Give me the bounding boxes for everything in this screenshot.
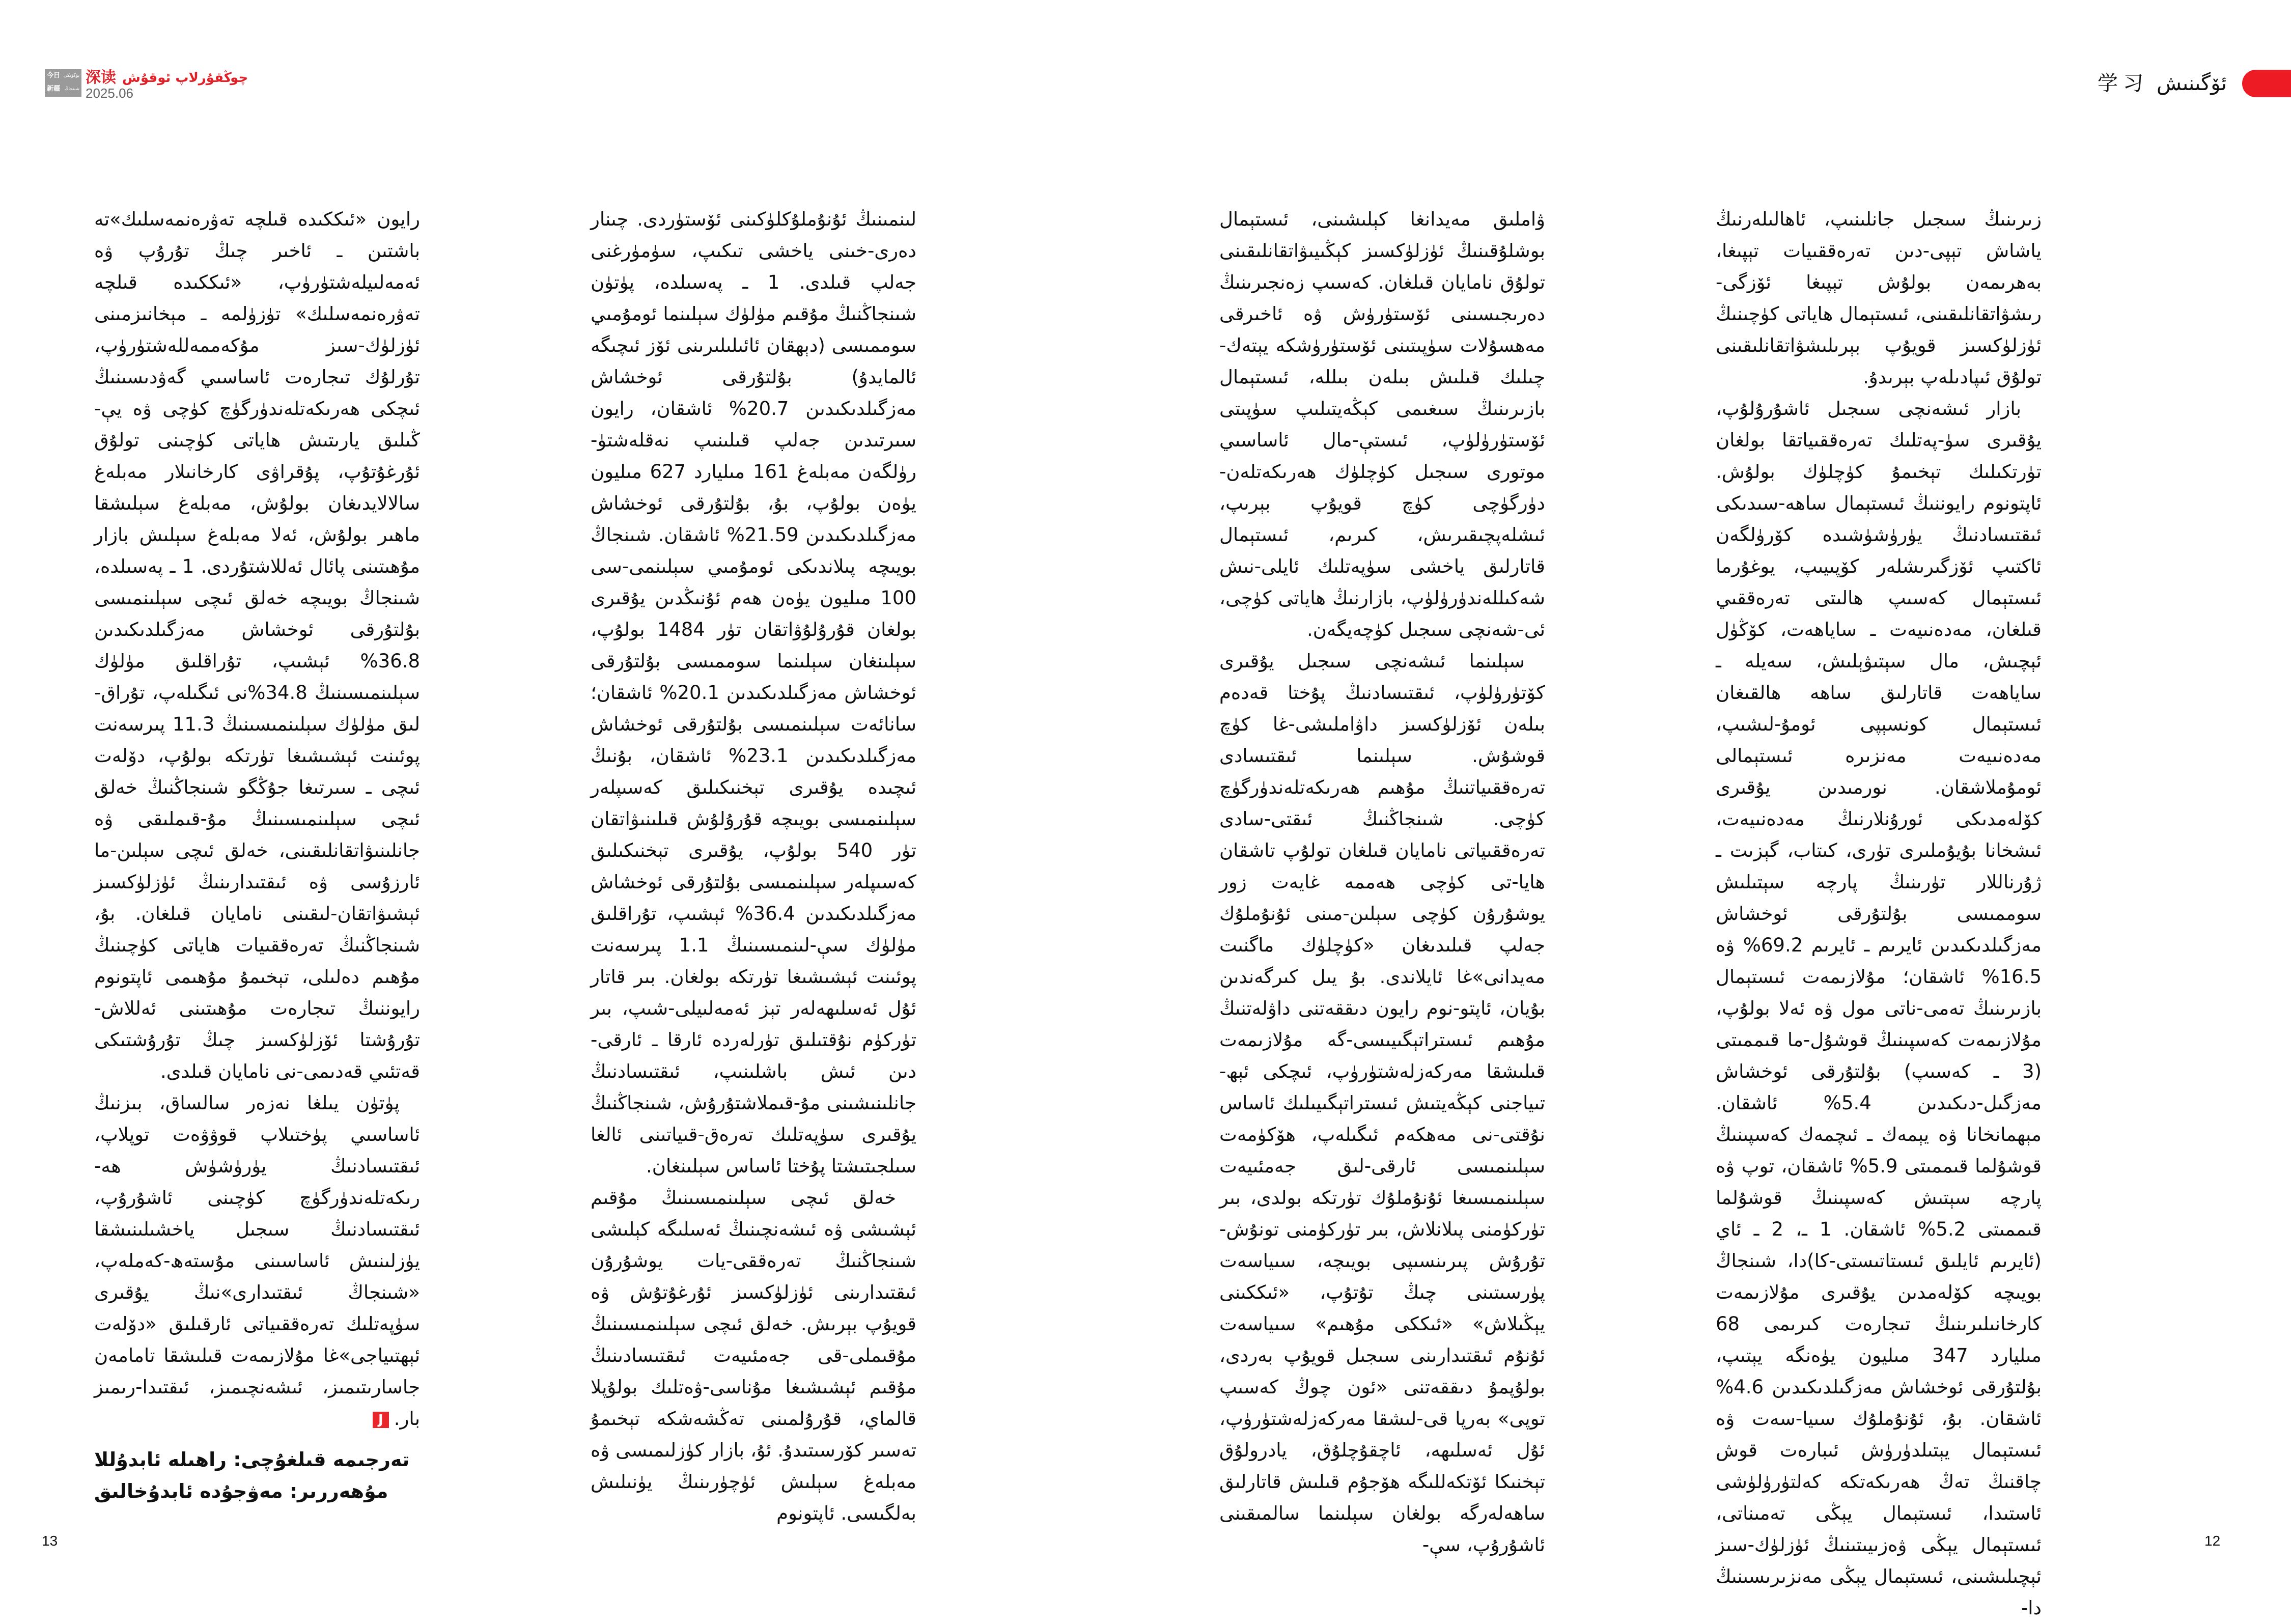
paragraph: زىرىنىڭ سىجىل جانلىنىپ، ئاھالىلەرنىڭ ياشاش تېپى-دىن تەرەققىيات تېپىغا، بەھرىمەن بولۇش تېپىغا ئۆزگى-رىشۋاتقانلىقىنى، ئىستېمال ھاياتى كۈچىنىڭ ئۈزلۈكسىز قويۇپ بېرىلىشۋاتقانلىقىنى تولۇق ئىپادىلەپ بېرىدۇ. (1716, 208, 2042, 388)
page-number-right: 12 (2204, 1533, 2221, 1549)
paragraph: لىنمىنىڭ ئۇنۇملۇكلۈكىنى ئۆستۈردى. چىنار دەرى-خىنى ياخشى تىكىپ، سۈمۈرغنى جەلپ قىلدى. 1 ـ پەسىلدە، پۈتۈن شىنجاڭنىڭ مۇقىم مۈلۈك سېلىنما ئومۇمىي سوممىسى (دېھقان ئائىلىلىرىنى ئۆز ئىچىگە ئالمايدۇ) بۇلتۇرقى ئوخشاش مەزگىلدىكىدىن 20.7% ئاشقان، رايون سىرتىدىن جەلپ قىلىنىپ نەقلەشتۈ-رۈلگەن مەبلەغ 161 مىليارد 627 مىليون يۈەن بولۇپ، بۇ، بۇلتۇرقى ئوخشاش مەزگىلدىكىدىن 21.59% ئاشقان. شىنجاڭ بويىچە پىلاندىكى ئومۇمىي سېلىنمى-سى 100 مىليون يۈەن ھەم ئۇنىڭدىن يۇقىرى بولغان قۇرۇلۇۋاتقان تۈر 1484 بولۇپ، سېلىنغان سېلىنما سوممىسى بۇلتۇرقى ئوخشاش مەزگىلدىكىدىن 20.1% ئاشقان؛ سانائەت سېلىنمىسى بۇلتۇرقى ئوخشاش مەزگىلدىكىدىن 23.1% ئاشقان، بۇنىڭ ئىچىدە يۇقىرى تېخنىكىلىق كەسىپلەر سېلىنمىسى بويىچە قۇرۇلۇش قىلىنىۋاتقان تۈر 540 بولۇپ، يۇقىرى تېخنىكىلىق كەسىپلەر سېلىنمىسى بۇلتۇرقى ئوخشاش مەزگىلدىكىدىن 36.4% ئېشىپ، تۇراقلىق مۈلۈك سې-لىنمىسىنىڭ 1.1 پىرسەنت پوئىنت ئېشىشىغا تۈرتكە بولغان. بىر قاتار ئۇل ئەسلىھەلەر تېز ئەمەلىيلى-شىپ، بىر تۈركۈم نۇقتىلىق تۈرلەردە ئارقا ـ ئارقى-دىن ئىش باشلىنىپ، ئىقتىسادنىڭ جانلىنىشىنى مۇ-قىملاشتۇرۇش، شىنجاڭنىڭ يۇقىرى سۈپەتلىك تەرەق-قىياتىنى ئالغا سىلجىتىشتا پۇختا ئاساس سېلىنغان. (591, 208, 917, 1177)
logo-ug-line2: شىنجاڭ (65, 87, 79, 92)
logo-ug-text (64, 69, 79, 97)
editor-credit: مۇھەررىر: مەۋجۇدە ئابدۇخالىق (94, 1480, 388, 1502)
section-label (2098, 69, 2227, 98)
magazine-header (45, 69, 248, 100)
section-ug: چوڭقۇرلاپ ئوقۇش (122, 70, 248, 86)
logo-ug-line1: بۈگۈنكى (63, 73, 79, 78)
translator-credit: تەرجىمە قىلغۇچى: راھىلە ئابدۇللا (94, 1448, 410, 1471)
section-header (2098, 69, 2291, 98)
article-column-1 (1716, 204, 2042, 1624)
article-credits (94, 1444, 420, 1507)
section-title (86, 69, 248, 87)
paragraph: ۋاملىق مەيدانغا كېلىشىنى، ئىستېمال بوشلۇقىنىڭ ئۈزلۈكسىز كېڭىيىۋاتقانلىقىنى تولۇق نامايان قىلغان. كەسىپ زەنجىرىنىڭ دەرىجىسىنى ئۆستۈرۈش ۋە ئاخىرقى مەھسۇلات سۈپىتىنى ئۆستۈرۈشكە يېتەك-چىلىك قىلىش بىلەن بىللە، ئىستېمال بازىرىنىڭ سىغىمى كېڭەيتىلىپ سۈپىتى ئۆستۈرۈلۈپ، ئىستې-مال ئاساسىي موتورى سىجىل كۈچلۈك ھەرىكەتلەن-دۈرگۈچى كۈچ قويۇپ بېرىپ، ئىشلەپچىقىرىش، كىرىم، ئىستېمال قاتارلىق ياخشى سۈپەتلىك ئايلى-نىش شەكىللەندۈرۈلۈپ، بازارنىڭ ھاياتى كۈچى، ئى-شەنچى سىجىل كۈچەيگەن. (1219, 208, 1545, 640)
issue-date: 2025.06 (86, 86, 133, 101)
article-column-3 (591, 204, 916, 1529)
paragraph: سېلىنما ئىشەنچى سىجىل يۇقىرى كۆتۈرۈلۈپ، ئىقتىسادنىڭ پۇختا قەدەم بىلەن ئۆزلۈكسىز داۋاملىشى-غا كۈچ قوشۇش. سېلىنما ئىقتىسادى تەرەققىياتنىڭ مۇھىم ھەرىكەتلەندۈرگۈچ كۈچى. شىنجاڭنىڭ ئىقتى-سادى تەرەققىياتى نامايان قىلغان تولۇپ تاشقان ھايا-تى كۈچى ھەممە غايەت زور يوشۇرۇن كۈچى سېلىن-مىنى ئۇنۇملۇك جەلپ قىلىدىغان «كۈچلۈك ماگنىت مەيدانى»غا ئايلاندى. بۇ يىل كىرگەندىن بۇيان، ئاپتو-نوم رايون دىققەتنى داۋلەتنىڭ مۇھىم ئىستراتېگىيىسى-گە مۇلازىمەت قىلىشقا مەركەزلەشتۈرۈپ، ئىچكى ئېھ-تىياجنى كېڭەيتىش ئىستراتېگىيىلىك ئاساس نۇقتى-نى مەھكەم ئىگىلەپ، ھۆكۈمەت سېلىنمىسى ئارقى-لىق جەمئىيەت سېلىنمىسىغا ئۇنۇملۇك تۈرتكە بولدى، بىر تۈركۈمنى پىلانلاش، بىر تۈركۈمنى تونۇش-تۇرۇش پىرىنسىپى بويىچە، سىياسەت پۈرسىتىنى چىڭ تۇتۇپ، «ئىككىنى يېڭىلاش» «ئىككى مۇھىم» سىياسەت ئۇنۇم ئىقتىدارىنى سىجىل قويۇپ بەردى، بولۇپمۇ دىققەتنى «ئون چوڭ كەسىپ توپى» بەرپا قى-لىشقا مەركەزلەشتۈرۈپ، ئۇل ئەسلىھە، ئاچقۇچلۇق، يادرولۇق تېخنىكا ئۆتكەللىگە ھۆجۇم قىلىش قاتارلىق ساھەلەرگە بولغان سېلىنما سالمىقىنى ئاشۇرۇپ، سې- (1219, 650, 1545, 1556)
page-number-left: 13 (42, 1533, 58, 1549)
section-tab-marker (2242, 70, 2291, 97)
paragraph: بازار ئىشەنچى سىجىل ئاشۇرۇلۇپ، يۇقىرى سۈ-پەتلىك تەرەققىياتقا بولغان تۈرتكىلىك تېخىمۇ كۈچلۈك بولۇش. ئاپتونوم رايوننىڭ ئىستېمال ساھە-سىدىكى ئىقتىسادنىڭ يۈرۈشۈشىدە كۆرۈلگەن ئاكتىپ ئۆزگىرىشلەر كۆپىيىپ، يوغۇرما ئىستېمال كەسىپ ھالىتى تەرەققىي قىلغان، مەدەنىيەت ـ ساياھەت، كۆڭۈل ئېچىش، مال سېتىۋېلىش، سەيلە ـ ساياھەت قاتارلىق ساھە ھالقىغان ئىستېمال كونسېپى ئومۇ-لىشىپ، مەدەنىيەت مەنزىرە ئىستېمالى ئومۇملاشقان. نورمىدىن يۇقىرى كۆلەمدىكى ئورۇنلارنىڭ مەدەنىيەت، ئىشخانا بۇيۇملىرى تۈرى، كىتاب، گېزىت ـ ژۇرناللار تۈرىنىڭ پارچە سېتىلىش سوممىسى بۇلتۇرقى ئوخشاش مەزگىلدىكىدىن ئايرىم ـ ئايرىم 69.2% ۋە 16.5% ئاشقان؛ مۇلازىمەت ئىستېمال بازىرىنىڭ تەمى-ناتى مول ۋە ئەلا بولۇپ، مۇلازىمەت كەسپىنىڭ قوشۇل-ما قىممىتى (3 ـ كەسىپ) بۇلتۇرقى ئوخشاش مەزگىل-دىكىدىن 5.4% ئاشقان. مېھمانخانا ۋە يېمەك ـ ئىچمەك كەسپىنىڭ قوشۇلما قىممىتى 5.9% ئاشقان، توپ ۋە پارچە سېتىش كەسپىنىڭ قوشۇلما قىممىتى 5.2% ئاشقان. 1 ـ، 2 ـ ئاي (ئايرىم ئايلىق ئىستاتىستى-كا)دا، شىنجاڭ بويىچە كۆلەمدىن يۇقىرى مۇلازىمەت كارخانىلىرىنىڭ تىجارەت كىرىمى 68 مىليارد 347 مىليون يۈەنگە يېتىپ، بۇلتۇرقى ئوخشاش مەزگىلدىكىدىن 4.6% ئاشقان. بۇ، ئۇنۇملۇك سىيا-سەت ۋە ئىستېمال يېتىلدۈرۈش ئىبارەت قوش چاقنىڭ تەڭ ھەرىكەتكە كەلتۈرۈلۈشى ئاستىدا، ئىستېمال يېڭى تەمىناتى، ئىستېمال يېڭى ۋەزىيىتىنىڭ ئۈزلۈك-سىز ئېچىلىشىنى، ئىستېمال يېڭى مەنزىرىسىنىڭ دا- (1716, 398, 2042, 1619)
section-label-ug: ئۆگىنىش (2156, 72, 2227, 95)
paragraph-final (94, 1087, 420, 1435)
article-column-2 (1219, 204, 1545, 1561)
section-cn: 深读 (86, 69, 116, 87)
logo-cn-text: 今日新疆 (47, 72, 61, 93)
article-end-icon: J (373, 1412, 389, 1428)
article-column-4 (94, 204, 420, 1507)
final-paragraph-text: پۈتۈن يىلغا نەزەر سالساق، بىزنىڭ ئاساسىي پۈختىلاپ قوۋۋەت توپلاپ، ئىقتىسادنىڭ يۈرۈشۈش ھە-رىكەتلەندۈرگۈچ كۈچىنى ئاشۇرۇپ، ئىقتىسادنىڭ سىجىل ياخشىلىنىشقا يۈزلىنىش ئاساسىنى مۇستەھ-كەملەپ، «شىنجاڭ ئىقتىدارى»نىڭ يۇقىرى سۈپەتلىك تەرەققىياتى ئارقىلىق «دۆلەت ئېھتىياجى»غا مۇلازىمەت قىلىشقا تامامەن جاسارىتىمىز، ئىشەنچىمىز، ئىقتىدا-رىمىز بار. (94, 1092, 420, 1430)
magazine-logo (45, 69, 81, 97)
section-titles (86, 69, 248, 100)
paragraph: رايون «ئىككىدە قىلچە تەۋرەنمەسلىك»تە باشتىن ـ ئاخىر چىڭ تۇرۇپ ۋە ئەمەلىيلەشتۈرۈپ، «ئىككىدە قىلچە تەۋرەنمەسلىك» تۈزۈلمە ـ مېخانىزمىنى ئۈزلۈك-سىز مۇكەممەللەشتۈرۈپ، تۇرلۇك تىجارەت ئاساسىي گەۋدىسىنىڭ ئىچكى ھەرىكەتلەندۈرگۈچ كۈچى ۋە يې-ڭىلىق يارىتىش ھاياتى كۈچىنى تولۇق ئۇرغۇتۇپ، پۇقراۋى كارخانىلار مەبلەغ سالالايدىغان بولۇش، مەبلەغ سېلىشقا ماھىر بولۇش، ئەلا مەبلەغ سېلىش بازار مۇھىتىنى پائال ئەللاشتۇردى. 1 ـ پەسىلدە، شىنجاڭ بويىچە خەلق ئىچى سېلىنمىسى بۇلتۇرقى ئوخشاش مەزگىلدىكىدىن 36.8% ئېشىپ، تۇراقلىق مۈلۈك سېلىنمىسىنىڭ 34.8%نى ئىگىلەپ، تۇراق-لىق مۈلۈك سېلىنمىسىنىڭ 11.3 پىرسەنت پوئىنت ئېشىشىغا تۈرتكە بولۇپ، دۆلەت ئىچى ـ سىرتىغا جۇڭگو شىنجاڭنىڭ خەلق ئىچى سېلىنمىسىنىڭ مۇ-قىملىقى ۋە جانلىنىۋاتقانلىقىنى، خەلق ئىچى سېلىن-ما ئارزۇسى ۋە ئىقتىدارىنىڭ ئۈزلۈكسىز ئېشىۋاتقان-لىقىنى نامايان قىلغان. بۇ، شىنجاڭنىڭ تەرەققىيات ھاياتى كۈچىنىڭ مۇھىم دەلىلى، تېخىمۇ مۇھىمى ئاپتونوم رايوننىڭ تىجارەت مۇھىتىنى ئەللاش-تۇرۇشتا ئۆزلۈكسىز چىڭ تۇرۇشتىكى قەتئىي قەدىمى-نى نامايان قىلدى. (94, 208, 420, 1082)
section-label-cn: 学习 (2097, 72, 2148, 95)
paragraph: خەلق ئىچى سېلىنمىسىنىڭ مۇقىم ئېشىشى ۋە ئىشەنچىنىڭ ئەسلىگە كېلىشى شىنجاڭنىڭ تەرەققى-يات يوشۇرۇن ئىقتىدارىنى ئۈزلۈكسىز ئۇرغۇتۇش ۋە قويۇپ بېرىش. خەلق ئىچى سېلىنمىسىنىڭ مۇقىملى-قى جەمئىيەت ئىقتىسادىنىڭ مۇقىم ئېشىشىغا مۇناسى-ۋەتلىك بولۇپلا قالماي، قۇرۇلمىنى تەڭشەشكە تېخىمۇ تەسىر كۆرسىتىدۇ. ئۇ، بازار كۈزلىمىسى ۋە مەبلەغ سېلىش ئۈچۈرىنىڭ يۈنىلىش بەلگىسى. ئاپتونوم (591, 1187, 916, 1524)
